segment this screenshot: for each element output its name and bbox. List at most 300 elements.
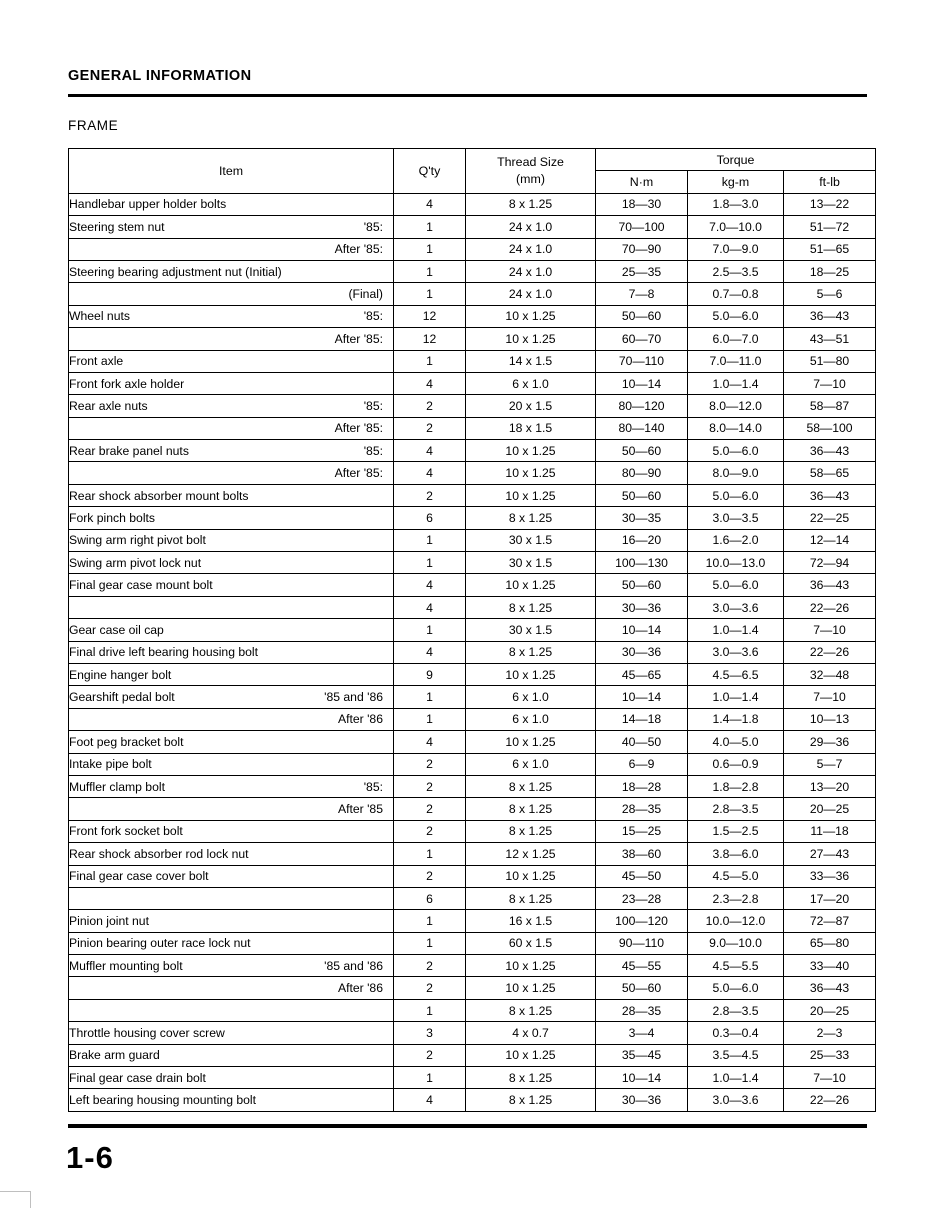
cell-torque-nm: 3—4	[596, 1022, 688, 1044]
item-label: Fork pinch bolts	[69, 510, 156, 525]
cell-torque-ftlb: 13—20	[784, 775, 876, 797]
cell-torque-kgm: 7.0—9.0	[688, 238, 784, 260]
table-body	[69, 193, 876, 1111]
page-title: GENERAL INFORMATION	[68, 68, 252, 84]
cell-item	[69, 238, 394, 260]
cell-torque-kgm: 7.0—10.0	[688, 216, 784, 238]
cell-item	[69, 193, 394, 215]
cell-torque-kgm: 1.0—1.4	[688, 619, 784, 641]
cell-qty: 1	[394, 708, 466, 730]
cell-item	[69, 753, 394, 775]
cell-torque-kgm: 10.0—12.0	[688, 910, 784, 932]
item-label: Gear case oil cap	[69, 622, 164, 637]
column-header-thread-label: Thread Size	[497, 155, 564, 170]
cell-torque-kgm: 4.5—6.5	[688, 663, 784, 685]
cell-torque-kgm: 3.0—3.6	[688, 596, 784, 618]
cell-thread-size: 24 x 1.0	[466, 216, 596, 238]
cell-qty: 2	[394, 977, 466, 999]
table-row	[69, 1089, 876, 1111]
cell-torque-kgm: 3.8—6.0	[688, 843, 784, 865]
cell-torque-ftlb: 36—43	[784, 305, 876, 327]
cell-torque-ftlb: 36—43	[784, 977, 876, 999]
item-label: Swing arm right pivot bolt	[69, 533, 206, 548]
cell-torque-ftlb: 32—48	[784, 663, 876, 685]
cell-torque-nm: 40—50	[596, 731, 688, 753]
cell-torque-ftlb: 33—36	[784, 865, 876, 887]
cell-thread-size: 24 x 1.0	[466, 238, 596, 260]
footer-divider	[68, 1124, 867, 1128]
item-variant-label: After '85:	[334, 242, 383, 257]
table-row	[69, 529, 876, 551]
cell-torque-ftlb: 27—43	[784, 843, 876, 865]
table-row	[69, 865, 876, 887]
cell-torque-ftlb: 7—10	[784, 1067, 876, 1089]
table-row	[69, 507, 876, 529]
item-label: Steering bearing adjustment nut (Initial)	[69, 264, 282, 279]
cell-torque-nm: 50—60	[596, 484, 688, 506]
cell-torque-ftlb: 58—65	[784, 462, 876, 484]
cell-thread-size: 14 x 1.5	[466, 350, 596, 372]
cell-thread-size: 12 x 1.25	[466, 843, 596, 865]
cell-torque-nm: 30—36	[596, 1089, 688, 1111]
cell-item	[69, 552, 394, 574]
cell-torque-nm: 70—110	[596, 350, 688, 372]
cell-qty: 1	[394, 932, 466, 954]
cell-thread-size: 8 x 1.25	[466, 1067, 596, 1089]
cell-thread-size: 8 x 1.25	[466, 507, 596, 529]
cell-torque-kgm: 9.0—10.0	[688, 932, 784, 954]
cell-torque-kgm: 10.0—13.0	[688, 552, 784, 574]
cell-thread-size: 20 x 1.5	[466, 395, 596, 417]
cell-torque-ftlb: 36—43	[784, 440, 876, 462]
item-label: Rear axle nuts	[69, 398, 148, 413]
cell-torque-ftlb: 11—18	[784, 820, 876, 842]
cell-item	[69, 395, 394, 417]
cell-item	[69, 731, 394, 753]
cell-qty: 1	[394, 552, 466, 574]
item-label: Gearshift pedal bolt	[69, 690, 175, 705]
table-row	[69, 820, 876, 842]
cell-thread-size: 6 x 1.0	[466, 372, 596, 394]
cell-torque-nm: 50—60	[596, 440, 688, 462]
item-label: Pinion joint nut	[69, 913, 149, 928]
item-label: Front axle	[69, 354, 124, 369]
cell-item	[69, 775, 394, 797]
table-row	[69, 440, 876, 462]
cell-item	[69, 1067, 394, 1089]
cell-item	[69, 708, 394, 730]
cell-torque-ftlb: 22—25	[784, 507, 876, 529]
table-row	[69, 663, 876, 685]
item-label: Foot peg bracket bolt	[69, 734, 184, 749]
header-divider	[68, 94, 867, 97]
cell-torque-kgm: 3.0—3.6	[688, 1089, 784, 1111]
cell-thread-size: 60 x 1.5	[466, 932, 596, 954]
table-row	[69, 932, 876, 954]
cell-item	[69, 641, 394, 663]
cell-thread-size: 18 x 1.5	[466, 417, 596, 439]
cell-item	[69, 686, 394, 708]
cell-item	[69, 910, 394, 932]
item-variant-label: '85:	[363, 309, 383, 324]
column-header-ftlb: ft-lb	[784, 171, 876, 193]
item-variant-label: '85:	[363, 398, 383, 413]
cell-qty: 4	[394, 1089, 466, 1111]
cell-thread-size: 8 x 1.25	[466, 820, 596, 842]
cell-torque-kgm: 3.0—3.5	[688, 507, 784, 529]
cell-torque-kgm: 5.0—6.0	[688, 305, 784, 327]
cell-torque-nm: 38—60	[596, 843, 688, 865]
cell-torque-nm: 35—45	[596, 1044, 688, 1066]
cell-torque-kgm: 1.5—2.5	[688, 820, 784, 842]
cell-torque-kgm: 6.0—7.0	[688, 328, 784, 350]
cell-thread-size: 10 x 1.25	[466, 305, 596, 327]
item-label: Left bearing housing mounting bolt	[69, 1093, 257, 1108]
item-label: Final gear case cover bolt	[69, 869, 209, 884]
cell-torque-ftlb: 2—3	[784, 1022, 876, 1044]
table-header	[69, 149, 876, 194]
cell-qty: 9	[394, 663, 466, 685]
item-label: Final gear case mount bolt	[69, 578, 213, 593]
cell-torque-kgm: 0.3—0.4	[688, 1022, 784, 1044]
cell-torque-kgm: 8.0—9.0	[688, 462, 784, 484]
item-label: Intake pipe bolt	[69, 757, 152, 772]
item-label: Swing arm pivot lock nut	[69, 555, 202, 570]
table-row	[69, 283, 876, 305]
cell-qty: 6	[394, 507, 466, 529]
table-row	[69, 216, 876, 238]
item-label: Wheel nuts	[69, 309, 130, 324]
item-variant-label: '85:	[363, 219, 383, 234]
cell-qty: 1	[394, 216, 466, 238]
cell-torque-ftlb: 36—43	[784, 574, 876, 596]
table-row	[69, 552, 876, 574]
cell-qty: 1	[394, 529, 466, 551]
torque-spec-table	[68, 148, 876, 1112]
table-row	[69, 596, 876, 618]
cell-torque-nm: 16—20	[596, 529, 688, 551]
cell-torque-nm: 90—110	[596, 932, 688, 954]
item-label: Muffler mounting bolt	[69, 958, 183, 973]
cell-thread-size: 10 x 1.25	[466, 865, 596, 887]
cell-torque-kgm: 2.5—3.5	[688, 260, 784, 282]
cell-thread-size: 8 x 1.25	[466, 193, 596, 215]
cell-torque-nm: 7—8	[596, 283, 688, 305]
cell-torque-nm: 80—120	[596, 395, 688, 417]
cell-torque-ftlb: 43—51	[784, 328, 876, 350]
cell-torque-kgm: 5.0—6.0	[688, 977, 784, 999]
column-header-qty: Q'ty	[394, 149, 466, 194]
table-row	[69, 619, 876, 641]
cell-torque-kgm: 1.0—1.4	[688, 1067, 784, 1089]
cell-torque-ftlb: 58—87	[784, 395, 876, 417]
cell-torque-ftlb: 51—72	[784, 216, 876, 238]
cell-torque-nm: 50—60	[596, 305, 688, 327]
cell-item	[69, 887, 394, 909]
cell-torque-nm: 30—35	[596, 507, 688, 529]
table-row	[69, 372, 876, 394]
table-row	[69, 1022, 876, 1044]
table-row	[69, 574, 876, 596]
item-label: Engine hanger bolt	[69, 667, 172, 682]
cell-thread-size: 4 x 0.7	[466, 1022, 596, 1044]
cell-torque-ftlb: 7—10	[784, 686, 876, 708]
cell-thread-size: 24 x 1.0	[466, 260, 596, 282]
cell-thread-size: 10 x 1.25	[466, 977, 596, 999]
table-row	[69, 910, 876, 932]
column-header-thread-size	[466, 149, 596, 194]
cell-torque-nm: 80—90	[596, 462, 688, 484]
cell-torque-nm: 10—14	[596, 372, 688, 394]
cell-thread-size: 8 x 1.25	[466, 775, 596, 797]
cell-torque-ftlb: 12—14	[784, 529, 876, 551]
cell-torque-kgm: 5.0—6.0	[688, 574, 784, 596]
cell-thread-size: 8 x 1.25	[466, 596, 596, 618]
cell-torque-ftlb: 65—80	[784, 932, 876, 954]
table-row	[69, 1044, 876, 1066]
cell-qty: 12	[394, 328, 466, 350]
cell-torque-ftlb: 22—26	[784, 641, 876, 663]
cell-item	[69, 574, 394, 596]
cell-torque-nm: 28—35	[596, 798, 688, 820]
cell-qty: 1	[394, 350, 466, 372]
cell-item	[69, 999, 394, 1021]
cell-item	[69, 1044, 394, 1066]
cell-thread-size: 10 x 1.25	[466, 955, 596, 977]
cell-item	[69, 619, 394, 641]
cell-torque-kgm: 7.0—11.0	[688, 350, 784, 372]
cell-thread-size: 30 x 1.5	[466, 529, 596, 551]
cell-torque-kgm: 1.0—1.4	[688, 686, 784, 708]
cell-item	[69, 596, 394, 618]
cell-qty: 2	[394, 1044, 466, 1066]
cell-torque-ftlb: 51—65	[784, 238, 876, 260]
cell-item	[69, 440, 394, 462]
cell-thread-size: 24 x 1.0	[466, 283, 596, 305]
cell-torque-ftlb: 18—25	[784, 260, 876, 282]
cell-torque-kgm: 5.0—6.0	[688, 484, 784, 506]
cell-torque-nm: 18—30	[596, 193, 688, 215]
cell-qty: 2	[394, 820, 466, 842]
cell-qty: 1	[394, 686, 466, 708]
table-row	[69, 955, 876, 977]
cell-torque-ftlb: 51—80	[784, 350, 876, 372]
cell-thread-size: 8 x 1.25	[466, 999, 596, 1021]
cell-qty: 2	[394, 775, 466, 797]
column-header-nm: N·m	[596, 171, 688, 193]
table-row	[69, 641, 876, 663]
cell-torque-ftlb: 58—100	[784, 417, 876, 439]
cell-item	[69, 1089, 394, 1111]
cell-item	[69, 663, 394, 685]
cell-torque-nm: 15—25	[596, 820, 688, 842]
cell-thread-size: 10 x 1.25	[466, 462, 596, 484]
table-row	[69, 417, 876, 439]
cell-thread-size: 10 x 1.25	[466, 731, 596, 753]
table-row	[69, 753, 876, 775]
cell-item	[69, 216, 394, 238]
table-row	[69, 328, 876, 350]
cell-qty: 3	[394, 1022, 466, 1044]
cell-thread-size: 10 x 1.25	[466, 574, 596, 596]
cell-item	[69, 417, 394, 439]
cell-item	[69, 484, 394, 506]
item-label: Final gear case drain bolt	[69, 1070, 206, 1085]
cell-qty: 2	[394, 753, 466, 775]
table-row	[69, 462, 876, 484]
page-header	[68, 68, 868, 84]
cell-torque-ftlb: 72—87	[784, 910, 876, 932]
table-row	[69, 708, 876, 730]
cell-torque-ftlb: 29—36	[784, 731, 876, 753]
cell-torque-nm: 18—28	[596, 775, 688, 797]
cell-torque-ftlb: 20—25	[784, 999, 876, 1021]
item-variant-label: (Final)	[348, 287, 383, 302]
cell-item	[69, 283, 394, 305]
cell-torque-nm: 14—18	[596, 708, 688, 730]
cell-torque-kgm: 4.5—5.5	[688, 955, 784, 977]
cell-item	[69, 529, 394, 551]
cell-item	[69, 1022, 394, 1044]
table-row	[69, 775, 876, 797]
cell-torque-ftlb: 25—33	[784, 1044, 876, 1066]
cell-item	[69, 462, 394, 484]
cell-qty: 4	[394, 372, 466, 394]
cell-qty: 2	[394, 395, 466, 417]
cell-qty: 2	[394, 798, 466, 820]
cell-torque-ftlb: 17—20	[784, 887, 876, 909]
cell-torque-kgm: 0.6—0.9	[688, 753, 784, 775]
cell-qty: 4	[394, 731, 466, 753]
cell-thread-size: 10 x 1.25	[466, 328, 596, 350]
column-header-torque: Torque	[596, 149, 876, 171]
cell-torque-nm: 10—14	[596, 619, 688, 641]
cell-qty: 2	[394, 865, 466, 887]
table-row	[69, 887, 876, 909]
cell-torque-nm: 23—28	[596, 887, 688, 909]
item-variant-label: After '86	[337, 981, 383, 996]
item-variant-label: '85 and '86	[324, 958, 383, 973]
cell-item	[69, 372, 394, 394]
item-variant-label: After '85:	[334, 331, 383, 346]
item-label: Rear shock absorber mount bolts	[69, 488, 249, 503]
cell-torque-nm: 70—100	[596, 216, 688, 238]
table-row	[69, 305, 876, 327]
table-row	[69, 686, 876, 708]
cell-torque-nm: 30—36	[596, 596, 688, 618]
cell-torque-nm: 25—35	[596, 260, 688, 282]
page-number: 1-6	[66, 1140, 114, 1175]
cell-qty: 2	[394, 484, 466, 506]
table-row	[69, 798, 876, 820]
cell-torque-kgm: 1.6—2.0	[688, 529, 784, 551]
cell-torque-nm: 100—130	[596, 552, 688, 574]
cell-qty: 6	[394, 887, 466, 909]
cell-thread-size: 8 x 1.25	[466, 641, 596, 663]
cell-torque-nm: 45—65	[596, 663, 688, 685]
item-variant-label: After '85:	[334, 466, 383, 481]
cell-torque-nm: 6—9	[596, 753, 688, 775]
cell-torque-kgm: 2.3—2.8	[688, 887, 784, 909]
cell-qty: 4	[394, 641, 466, 663]
cell-torque-nm: 70—90	[596, 238, 688, 260]
cell-thread-size: 6 x 1.0	[466, 686, 596, 708]
cell-torque-ftlb: 22—26	[784, 596, 876, 618]
cell-thread-size: 8 x 1.25	[466, 1089, 596, 1111]
cell-qty: 1	[394, 910, 466, 932]
item-label: Front fork axle holder	[69, 376, 185, 391]
cell-qty: 4	[394, 574, 466, 596]
cell-thread-size: 10 x 1.25	[466, 663, 596, 685]
cell-torque-kgm: 8.0—14.0	[688, 417, 784, 439]
cell-torque-nm: 28—35	[596, 999, 688, 1021]
cell-torque-nm: 45—55	[596, 955, 688, 977]
cell-thread-size: 30 x 1.5	[466, 552, 596, 574]
cell-qty: 1	[394, 619, 466, 641]
cell-torque-ftlb: 10—13	[784, 708, 876, 730]
item-label: Rear shock absorber rod lock nut	[69, 846, 249, 861]
cell-qty: 1	[394, 238, 466, 260]
cell-torque-nm: 60—70	[596, 328, 688, 350]
column-header-kgm: kg-m	[688, 171, 784, 193]
cell-item	[69, 305, 394, 327]
cell-torque-nm: 10—14	[596, 686, 688, 708]
cell-torque-kgm: 1.0—1.4	[688, 372, 784, 394]
cell-torque-ftlb: 5—6	[784, 283, 876, 305]
item-variant-label: '85:	[363, 443, 383, 458]
cell-torque-ftlb: 13—22	[784, 193, 876, 215]
cell-item	[69, 820, 394, 842]
cell-torque-ftlb: 5—7	[784, 753, 876, 775]
item-label: Steering stem nut	[69, 219, 165, 234]
table-row	[69, 395, 876, 417]
item-label: Throttle housing cover screw	[69, 1025, 225, 1040]
cell-torque-nm: 10—14	[596, 1067, 688, 1089]
cell-torque-nm: 45—50	[596, 865, 688, 887]
cell-torque-kgm: 1.4—1.8	[688, 708, 784, 730]
cell-qty: 2	[394, 417, 466, 439]
cell-item	[69, 328, 394, 350]
item-label: Rear brake panel nuts	[69, 443, 189, 458]
cell-torque-kgm: 5.0—6.0	[688, 440, 784, 462]
cell-qty: 1	[394, 999, 466, 1021]
cell-item	[69, 955, 394, 977]
cell-torque-ftlb: 36—43	[784, 484, 876, 506]
cell-torque-kgm: 1.8—2.8	[688, 775, 784, 797]
cell-thread-size: 30 x 1.5	[466, 619, 596, 641]
table-row	[69, 977, 876, 999]
table-row	[69, 843, 876, 865]
cell-item	[69, 507, 394, 529]
cell-item	[69, 350, 394, 372]
cell-qty: 2	[394, 955, 466, 977]
cell-qty: 4	[394, 596, 466, 618]
cell-torque-ftlb: 33—40	[784, 955, 876, 977]
cell-thread-size: 10 x 1.25	[466, 440, 596, 462]
cell-torque-ftlb: 20—25	[784, 798, 876, 820]
item-label: Pinion bearing outer race lock nut	[69, 936, 251, 951]
cell-torque-kgm: 4.5—5.0	[688, 865, 784, 887]
cell-item	[69, 977, 394, 999]
item-label: Final drive left bearing housing bolt	[69, 645, 259, 660]
cell-torque-ftlb: 7—10	[784, 372, 876, 394]
cell-torque-kgm: 8.0—12.0	[688, 395, 784, 417]
cell-torque-kgm: 2.8—3.5	[688, 999, 784, 1021]
table-row	[69, 260, 876, 282]
item-label: Handlebar upper holder bolts	[69, 197, 227, 212]
cell-item	[69, 798, 394, 820]
item-variant-label: After '85	[337, 802, 383, 817]
